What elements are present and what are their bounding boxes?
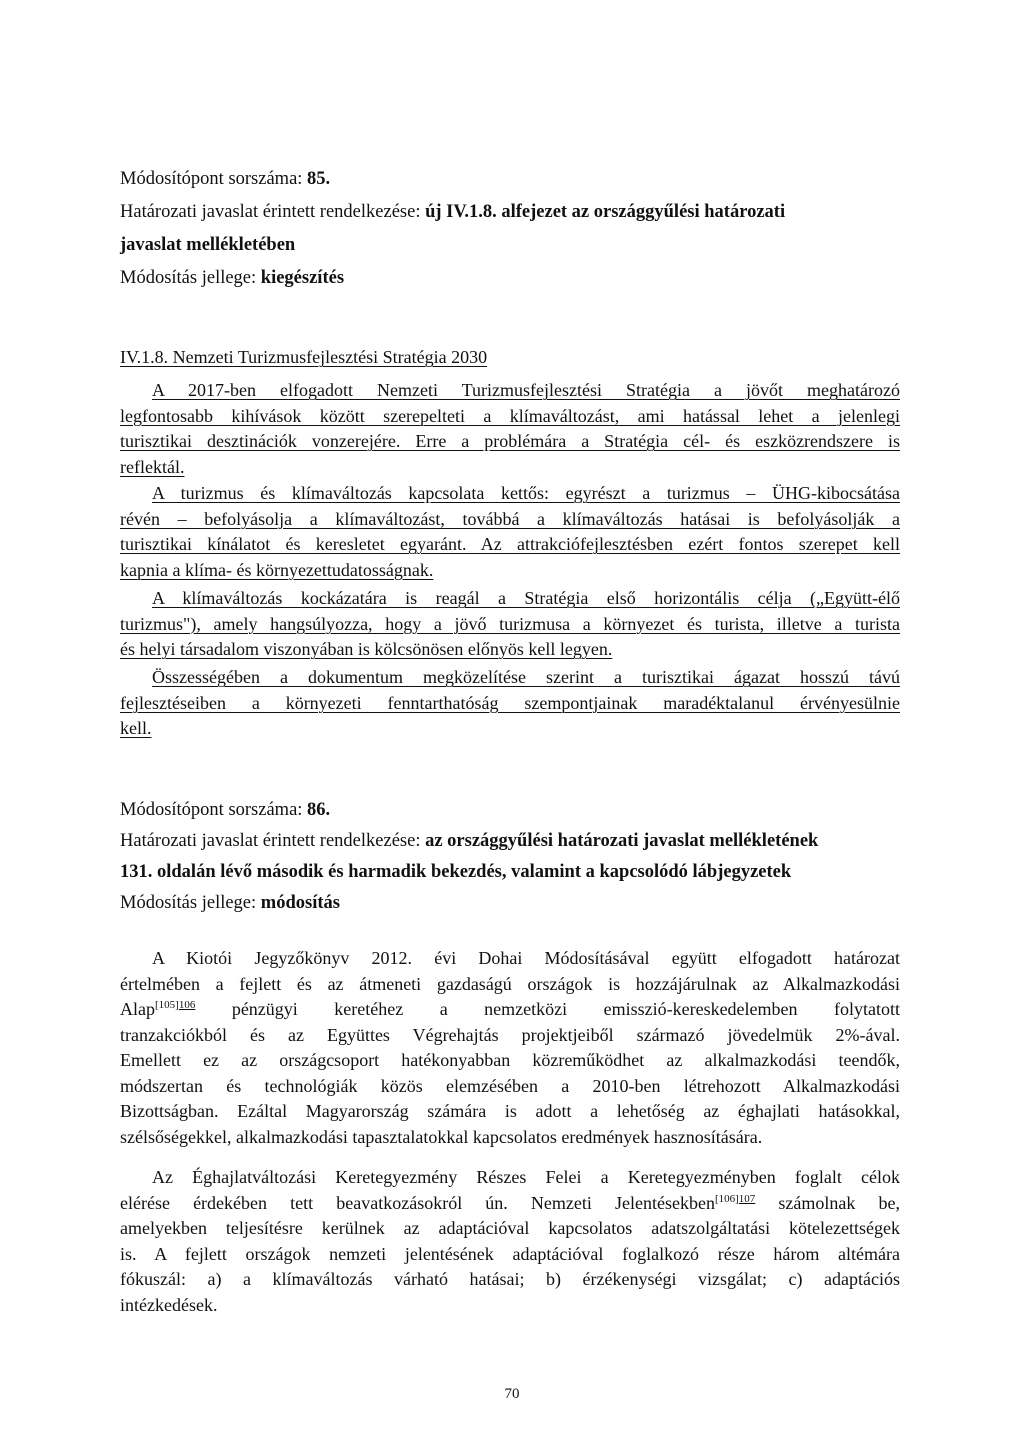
amendment-type-line bbox=[120, 264, 900, 292]
provision-line bbox=[120, 198, 900, 226]
amendment-number-value: 86. bbox=[307, 800, 331, 820]
amendment-number-line bbox=[120, 165, 900, 193]
paragraph-86-1 bbox=[120, 946, 900, 1150]
page-number: 70 bbox=[504, 1386, 520, 1402]
text-line: A klímaváltozás kockázatára is reagál a Stratégia első horizontális célja („Együtt-élő bbox=[152, 588, 900, 608]
section-heading bbox=[120, 345, 900, 371]
text-fragment: számolnak be, bbox=[778, 1192, 901, 1213]
amendment-number-line bbox=[120, 796, 900, 824]
text-line: Bizottságban. Ezáltal Magyarország számára is adott a lehetőség az éghajlati hatásokkal, bbox=[120, 1101, 900, 1121]
provision-value: az országgyűlési határozati javaslat mellékletének bbox=[425, 831, 819, 851]
amendment-type-label: Módosítás jellege: bbox=[120, 268, 257, 288]
amendment-type-value: módosítás bbox=[260, 893, 340, 913]
provision-value-cont: javaslat mellékletében bbox=[120, 235, 296, 255]
text-line: intézkedések. bbox=[120, 1294, 218, 1315]
text-line: Összességében a dokumentum megközelítése szerint a turisztikai ágazat hosszú távú bbox=[152, 667, 900, 687]
footnote-ref-new: 107 bbox=[738, 1192, 756, 1205]
text-line: Az Éghajlatváltozási Keretegyezmény Részes Felei a Keretegyezményben foglalt célok bbox=[152, 1167, 900, 1187]
text-line: módszertan és technológiák közös elemzésében a 2010-ben létrehozott Alkalmazkodási bbox=[120, 1075, 900, 1096]
text-line: kapnia a klíma- és környezettudatosságnak. bbox=[120, 559, 434, 580]
text-fragment: Alap bbox=[120, 999, 155, 1019]
section-heading-text: IV.1.8. Nemzeti Turizmusfejlesztési Stratégia 2030 bbox=[120, 347, 488, 367]
text-line: turizmus"), amely hangsúlyozza, hogy a jövő turizmusa a környezet és turista, illetve a turista bbox=[120, 613, 900, 634]
amendment-86-header bbox=[120, 796, 900, 917]
amendment-number-label: Módosítópont sorszáma: bbox=[120, 169, 303, 189]
text-line: turisztikai kínálatot és keresletet egyaránt. Az attrakciófejlesztésben ezért fontos szerepet kell bbox=[120, 534, 900, 554]
paragraph-85-4 bbox=[120, 665, 900, 742]
text-line: révén – befolyásolja a klímaváltozást, továbbá a klímaváltozás hatásai is befolyásolják a bbox=[120, 508, 900, 529]
provision-label: Határozati javaslat érintett rendelkezése: bbox=[120, 831, 421, 851]
amendment-type-label: Módosítás jellege: bbox=[120, 893, 257, 913]
text-line: legfontosabb kihívások között szerepelteti a klímaváltozást, ami hatással lehet a jelenlegi bbox=[120, 405, 900, 426]
provision-line-2 bbox=[120, 858, 900, 886]
text-line: turisztikai desztinációk vonzerejére. Erre a problémára a Stratégia cél- és eszközrendszere is bbox=[120, 431, 900, 451]
paragraph-86-2 bbox=[120, 1165, 900, 1318]
text-line: A Kiotói Jegyzőkönyv 2012. évi Dohai Módosításával együtt elfogadott határozat bbox=[152, 948, 900, 968]
text-fragment: elérése érdekében tett beavatkozásokról ún. Nemzeti Jelentésekben bbox=[120, 1192, 715, 1213]
text-line: amelyekben teljesítésre kerülnek az adaptációval kapcsolatos adatszolgáltatási kötelezettségek bbox=[120, 1218, 900, 1238]
amendment-type-value: kiegészítés bbox=[260, 268, 345, 288]
footnote-ref-old: [105] bbox=[155, 999, 179, 1011]
amendment-85-header bbox=[120, 165, 900, 292]
amendment-number-label: Módosítópont sorszáma: bbox=[120, 800, 303, 820]
text-line: értelmében a fejlett és az átmeneti gazdaságú országok is hozzájárulnak az Alkalmazkodási bbox=[120, 973, 900, 994]
text-line: szélsőségekkel, alkalmazkodási tapasztalatokkal kapcsolatos eredmények hasznosítására. bbox=[120, 1126, 763, 1147]
provision-line bbox=[120, 827, 900, 855]
paragraph-85-3 bbox=[120, 586, 900, 663]
paragraph-85-2 bbox=[120, 481, 900, 583]
text-line: A turizmus és klímaváltozás kapcsolata kettős: egyrészt a turizmus – ÜHG-kibocsátása bbox=[152, 483, 900, 503]
text-line-with-footnote bbox=[120, 997, 900, 1023]
text-line: és helyi társadalom viszonyában is kölcsönösen előnyös kell legyen. bbox=[120, 639, 613, 659]
text-line: tranzakciókból és az Együttes Végrehajtás projektjeiből származó jövedelmük 2%-ával. bbox=[120, 1024, 900, 1045]
text-line: fókuszál: a) a klímaváltozás várható hatásai; b) érzékenységi vizsgálat; c) adaptációs bbox=[120, 1269, 900, 1289]
provision-label: Határozati javaslat érintett rendelkezése: bbox=[120, 202, 421, 222]
text-line-with-footnote bbox=[120, 1191, 900, 1217]
text-line: fejlesztéseiben a környezeti fenntarthatóság szempontjainak maradéktalanul érvényesülnie bbox=[120, 692, 900, 713]
text-line: kell. bbox=[120, 718, 152, 738]
paragraph-85-1 bbox=[120, 378, 900, 480]
text-line: reflektál. bbox=[120, 456, 185, 477]
text-line: is. A fejlett országok nemzeti jelentésének adaptációval foglalkozó része három altémára bbox=[120, 1243, 900, 1264]
provision-value-cont: 131. oldalán lévő második és harmadik bekezdés, valamint a kapcsolódó lábjegyzetek bbox=[120, 862, 792, 882]
text-fragment: pénzügyi keretéhez a nemzetközi emisszió-kereskedelemben folytatott bbox=[231, 999, 901, 1019]
amendment-number-value: 85. bbox=[307, 169, 331, 189]
footnote-ref-new: 106 bbox=[178, 999, 196, 1011]
text-line: A 2017-ben elfogadott Nemzeti Turizmusfejlesztési Stratégia a jövőt meghatározó bbox=[152, 380, 900, 400]
provision-value: új IV.1.8. alfejezet az országgyűlési határozati bbox=[425, 202, 786, 222]
footnote-ref-old: [106] bbox=[714, 1192, 739, 1205]
provision-line-2 bbox=[120, 231, 900, 259]
text-line: Emellett ez az országcsoport hatékonyabban közreműködhet az alkalmazkodási teendők, bbox=[120, 1050, 900, 1070]
amendment-type-line bbox=[120, 889, 900, 917]
